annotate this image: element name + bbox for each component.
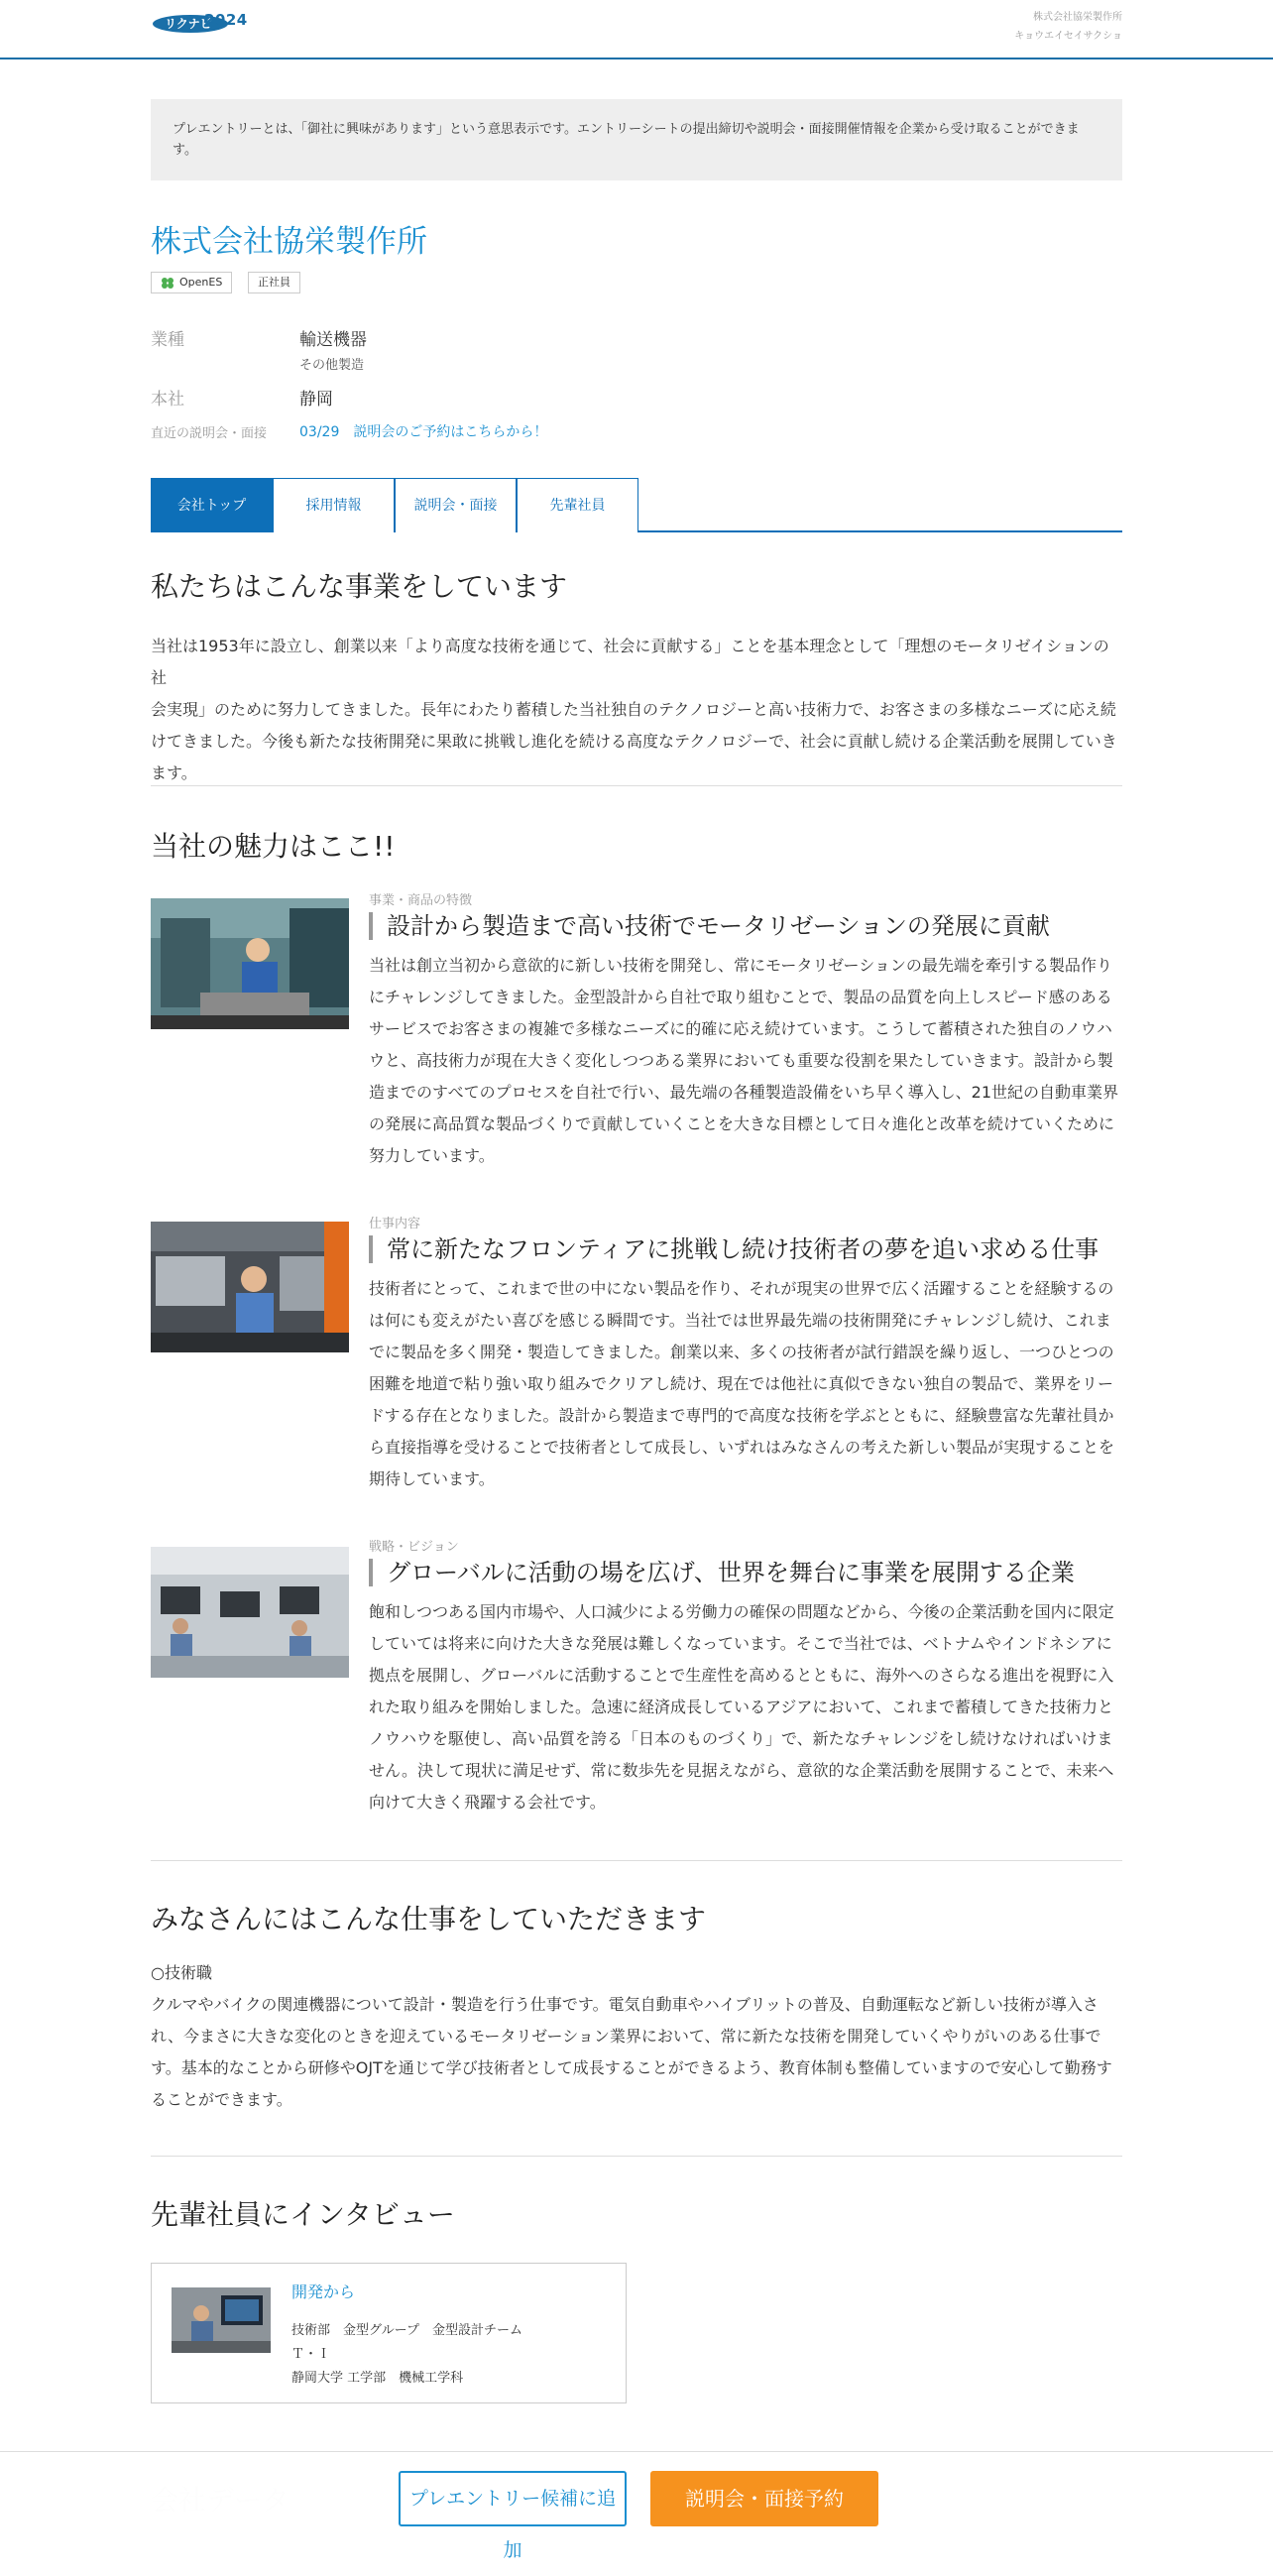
feature-body: [369, 1596, 1122, 1818]
feature-line: 努力しています。: [369, 1146, 495, 1165]
pre-entry-notice: プレエントリーとは、「御社に興味があります」という意思表示です。エントリーシートの提出締切や説明会・面接開催情報を企業から受け取ることができます。: [151, 99, 1122, 180]
feature-line: 期待しています。: [369, 1469, 495, 1488]
interview-card-title[interactable]: 開発から: [291, 2283, 356, 2301]
interview-card[interactable]: [151, 2263, 627, 2403]
feature-line: は何にも変えがたい喜びを感じる瞬間です。当社では世界最先端の技術開発にチャレンジし続け、これま: [369, 1311, 1111, 1330]
feature-photo-engineer: [151, 1222, 349, 1352]
feature-category: 戦略・ビジョン: [369, 1540, 459, 1555]
logo-year: 2024: [204, 11, 248, 29]
divider: [151, 2156, 1122, 2157]
appeal-title: 当社の魅力はここ!!: [151, 830, 396, 863]
interview-school: 静岡大学 工学部 機械工学科: [291, 2371, 464, 2386]
feature-category: 事業・商品の特徴: [369, 893, 473, 908]
feature-line: にチャレンジしてきました。金型設計から自社で取り組むことで、製品の品質を向上しスピード感のある: [369, 988, 1112, 1006]
feature-heading: 常に新たなフロンティアに挑戦し続け技術者の夢を追い求める仕事: [369, 1235, 1099, 1263]
sticky-action-bar: [0, 2451, 1273, 2546]
divider: [151, 785, 1122, 786]
feature-heading: グローバルに活動の場を広げ、世界を舞台に事業を展開する企業: [369, 1559, 1075, 1586]
interview-department: 技術部 金型グループ 金型設計チーム: [291, 2323, 522, 2338]
industry-value: 輸送機器: [299, 330, 367, 350]
business-line: けてきました。今後も新たな技術開発に果敢に挑戦し進化を続ける高度なテクノロジーで、社会に貢献し続ける企業活動を展開していき: [151, 732, 1117, 751]
feature-line: 造までのすべてのプロセスを自社で行い、最先端の各種製造設備をいち早く導入し、21世紀の自動車業界: [369, 1083, 1119, 1102]
work-line: す。基本的なことから研修やOJTを通じて学び技術者として成長することができるよう、教育体制も整備していますので安心して勤務す: [151, 2058, 1112, 2077]
seminar-label: 直近の説明会・面接: [151, 426, 268, 441]
interview-photo: [172, 2287, 271, 2353]
pre-entry-button[interactable]: プレエントリー候補に追加: [399, 2471, 627, 2526]
feature-line: していては将来に向けた大きな発展は難しくなっています。そこで当社では、ベトナムやインドネシアに: [369, 1634, 1112, 1653]
feature-body: [369, 950, 1122, 1172]
employment-tag: 正社員: [248, 272, 300, 293]
clover-icon: [161, 277, 174, 289]
feature-line: サービスでお客さまの複雑で多様なニーズに的確に応え続けています。こうして蓄積された独自のノウハ: [369, 1019, 1112, 1038]
feature-photo-office: [151, 1547, 349, 1678]
interview-title: 先輩社員にインタビュー: [151, 2198, 455, 2231]
tab-senior-staff[interactable]: 先輩社員: [517, 478, 638, 532]
business-line: ます。: [151, 763, 197, 782]
feature-line: 当社は創立当初から意欲的に新しい技術を開発し、常にモータリゼーションの最先端を牽引する製品作り: [369, 956, 1112, 975]
work-text: [151, 1957, 1122, 2116]
feature-body: [369, 1273, 1122, 1495]
work-line: ることができます。: [151, 2090, 292, 2109]
work-line: ○技術職: [151, 1963, 212, 1982]
feature-line: の発展に高品質な製品づくりで貢献していくことを大きな目標として日々進化と改革を続けていくために: [369, 1114, 1115, 1133]
svg-text:リクナビ: リクナビ: [165, 17, 212, 31]
openes-label: OpenES: [179, 276, 223, 289]
company-tabs: [151, 478, 1122, 532]
divider: [151, 1860, 1122, 1861]
industry-label: 業種: [151, 330, 184, 350]
business-title: 私たちはこんな事業をしています: [151, 570, 568, 603]
work-title: みなさんにはこんな仕事をしていただきます: [151, 1903, 707, 1935]
site-header: [0, 0, 1273, 59]
tab-company-top[interactable]: 会社トップ: [151, 478, 273, 532]
company-name: 株式会社協栄製作所: [151, 224, 427, 260]
work-line: クルマやバイクの関連機器について設計・製造を行う仕事です。電気自動車やハイブリットの普及、自動運転など新しい技術が導入さ: [151, 1995, 1099, 2014]
feature-line: れた取り組みを開始しました。急速に経済成長しているアジアにおいて、これまで蓄積してきた技術力と: [369, 1698, 1114, 1716]
feature-line: 飽和しつつある国内市場や、人口減少による労働力の確保の問題などから、今後の企業活動を国内に限定: [369, 1602, 1114, 1621]
interview-initials: Ｔ・Ｉ: [291, 2347, 331, 2362]
openes-tag: [151, 272, 232, 293]
feature-heading: 設計から製造まで高い技術でモータリゼーションの発展に貢献: [369, 912, 1050, 940]
tab-seminar[interactable]: 説明会・面接: [395, 478, 517, 532]
feature-line: ドする存在となりました。設計から製造まで専門的で高度な技術を学ぶとともに、経験豊富な先輩社員か: [369, 1406, 1114, 1425]
header-company-kana: キョウエイセイサクショ: [1014, 31, 1122, 42]
industry-sub: その他製造: [299, 358, 365, 373]
feature-line: ら直接指導を受けることで技術者として成長し、いずれはみなさんの考えた新しい製品が実現することを: [369, 1438, 1115, 1457]
feature-line: 技術者にとって、これまで世の中にない製品を作り、それが現実の世界で広く活躍することを経験するの: [369, 1279, 1114, 1298]
seminar-reservation-button[interactable]: 説明会・面接予約: [650, 2471, 878, 2526]
business-text: [151, 631, 1122, 789]
feature-line: 拠点を展開し、グローバルに活動することで生産性を高めるとともに、海外へのさらなる進出を視野に入: [369, 1666, 1114, 1685]
header-company-name: 株式会社協栄製作所: [1033, 12, 1122, 23]
business-line: 当社は1953年に設立し、創業以来「より高度な技術を通じて、社会に貢献する」ことを基本理念として「理想のモータリゼイションの社: [151, 637, 1109, 687]
tab-recruitment[interactable]: 採用情報: [273, 478, 395, 532]
feature-line: ノウハウを駆使し、高い品質を誇る「日本のものづくり」で、新たなチャレンジをし続けなければいけま: [369, 1729, 1113, 1748]
seminar-reservation-link[interactable]: 03/29 説明会のご予約はこちらから！: [299, 424, 548, 440]
feature-line: 困難を地道で粘り強い取り組みでクリアし続け、現在では他社に真似できない独自の製品で、業界をリー: [369, 1374, 1114, 1393]
hq-value: 静岡: [299, 390, 333, 410]
hq-label: 本社: [151, 390, 184, 410]
business-line: 会実現」のために努力してきました。長年にわたり蓄積した当社独自のテクノロジーと高い技術力で、お客さまの多様なニーズに応え続: [151, 700, 1116, 719]
feature-line: でに製品を多く開発・製造してきました。創業以来、多くの技術者が試行錯誤を繰り返し、一つひとつの: [369, 1343, 1114, 1361]
feature-category: 仕事内容: [369, 1217, 421, 1231]
feature-line: ウと、高技術力が現在大きく変化しつつある業界においても重要な役割を果たしていきます。設計から製: [369, 1051, 1113, 1070]
feature-line: 向けて大きく飛躍する会社です。: [369, 1793, 606, 1812]
feature-line: せん。決して現状に満足せず、常に数歩先を見据えながら、意欲的な企業活動を展開することで、未来へ: [369, 1761, 1114, 1780]
work-line: れ、今まさに大きな変化のときを迎えているモータリゼーション業界において、常に新たな技術を開発していくやりがいのある仕事で: [151, 2027, 1101, 2046]
feature-photo-factory: [151, 898, 349, 1029]
